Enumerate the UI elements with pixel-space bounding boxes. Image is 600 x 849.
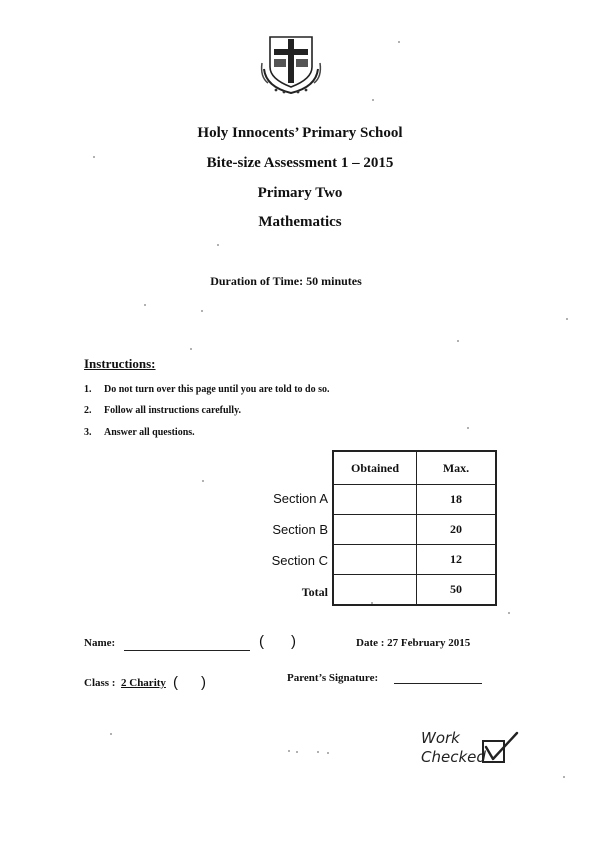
- name-label: Name:: [84, 637, 116, 649]
- class-label: Class :: [84, 677, 116, 689]
- signature-field[interactable]: [394, 683, 482, 684]
- class-value: 2 Charity: [121, 677, 166, 689]
- section-b-obtained[interactable]: [333, 515, 417, 545]
- instructions-heading: Instructions:: [84, 356, 156, 371]
- section-a-obtained[interactable]: [333, 485, 417, 515]
- grade-title: Primary Two: [257, 185, 343, 201]
- obtained-header: Obtained: [333, 451, 417, 485]
- date-text: Date : 27 February 2015: [356, 637, 471, 649]
- school-name: Holy Innocents’ Primary School: [197, 125, 403, 141]
- total-obtained[interactable]: [333, 575, 417, 606]
- score-table: [332, 450, 497, 606]
- stamp-line-2: Checked: [421, 748, 486, 766]
- table-row: [333, 575, 496, 606]
- name-paren-close: ): [291, 633, 296, 650]
- table-row: [333, 545, 496, 575]
- section-c-obtained[interactable]: [333, 545, 417, 575]
- total-label: Total: [301, 585, 328, 599]
- name-field[interactable]: [124, 650, 250, 651]
- table-row: [333, 485, 496, 515]
- checkbox-checked-icon: [481, 731, 523, 770]
- instruction-item: 2. Follow all instructions carefully.: [84, 405, 242, 416]
- school-crest-icon: [258, 33, 324, 95]
- stamp-line-1: Work: [421, 729, 460, 747]
- section-b-max: 20: [417, 515, 497, 545]
- parent-signature-label: Parent’s Signature:: [287, 672, 379, 684]
- table-row: [333, 515, 496, 545]
- section-c-max: 12: [417, 545, 497, 575]
- duration-text: Duration of Time: 50 minutes: [210, 274, 362, 288]
- section-a-max: 18: [417, 485, 497, 515]
- instruction-item: 3. Answer all questions.: [84, 427, 195, 438]
- instruction-item: 1. Do not turn over this page until you are told to do so.: [84, 384, 330, 395]
- section-b-label: Section B: [272, 522, 328, 537]
- total-max: 50: [417, 575, 497, 606]
- section-c-label: Section C: [271, 553, 328, 568]
- assessment-title: Bite-size Assessment 1 – 2015: [206, 155, 394, 171]
- section-a-label: Section A: [273, 491, 328, 506]
- class-paren-open: (: [173, 674, 178, 691]
- name-paren-open: (: [259, 633, 264, 650]
- class-paren-close: ): [201, 674, 206, 691]
- subject-title: Mathematics: [258, 214, 342, 230]
- work-checked-stamp: [421, 729, 486, 767]
- max-header: Max.: [417, 451, 497, 485]
